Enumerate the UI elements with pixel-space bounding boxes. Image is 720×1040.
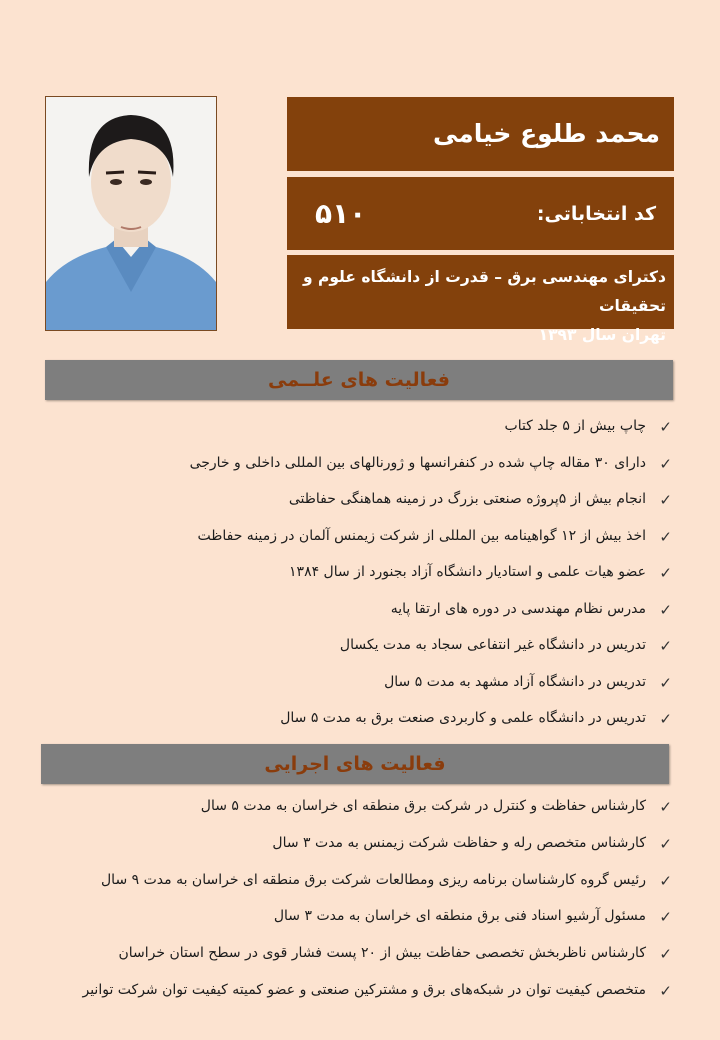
executive-activities-heading: فعالیت های اجرایی — [41, 744, 669, 784]
executive-activities-list — [82, 798, 672, 1019]
list-item — [82, 908, 672, 945]
list-item-text: رئیس گروه کارشناسان برنامه ریزی ومطالعات شرکت برق منطقه ای خراسان به مدت ۹ سال — [101, 871, 646, 888]
checkmark-icon: ✓ — [659, 600, 672, 619]
list-item — [82, 982, 672, 1019]
list-item — [190, 455, 672, 492]
list-item — [82, 945, 672, 982]
list-item — [190, 674, 672, 711]
list-item-text: کارشناس متخصص رله و حفاظت شرکت زیمنس به مدت ۳ سال — [272, 834, 646, 851]
checkmark-icon: ✓ — [659, 871, 672, 890]
list-item — [190, 418, 672, 455]
list-item-text: کارشناس ناظربخش تخصصی حفاظت بیش از ۲۰ پست فشار قوی در سطح استان خراسان — [118, 945, 646, 962]
degree-line-1: دکترای مهندسی برق – قدرت از دانشگاه علوم و تحقیقات — [302, 268, 666, 315]
list-item-text: اخذ بیش از ۱۲ گواهینامه بین المللی از شرکت زیمنس آلمان در زمینه حفاظت — [197, 527, 646, 544]
list-item — [190, 564, 672, 601]
election-code-label: کد انتخاباتی: — [536, 203, 656, 225]
degree-box — [287, 255, 674, 344]
checkmark-icon: ✓ — [659, 798, 672, 816]
list-item-text: کارشناس حفاظت و کنترل در شرکت برق منطقه ای خراسان به مدت ۵ سال — [200, 798, 646, 814]
degree-line-2: تهران سال ۱۳۹۳ — [538, 326, 666, 344]
list-item — [190, 637, 672, 674]
checkmark-icon: ✓ — [659, 527, 672, 546]
election-code-value: ۵۱۰ — [315, 197, 367, 230]
name-box — [287, 97, 674, 171]
checkmark-icon: ✓ — [659, 710, 672, 728]
list-item — [82, 872, 672, 909]
list-item-text: دارای ۳۰ مقاله چاپ شده در کنفرانسها و ژورنالهای بین المللی داخلی و خارجی — [189, 454, 646, 471]
list-item — [82, 798, 672, 835]
list-item-text: تدریس در دانشگاه علمی و کاربردی صنعت برق به مدت ۵ سال — [280, 710, 646, 726]
scientific-activities-heading: فعالیت های علــمی — [45, 360, 673, 400]
candidate-photo — [45, 96, 217, 331]
checkmark-icon: ✓ — [659, 834, 672, 853]
list-item — [190, 601, 672, 638]
checkmark-icon: ✓ — [659, 673, 672, 692]
checkmark-icon: ✓ — [659, 454, 672, 473]
checkmark-icon: ✓ — [659, 418, 672, 436]
list-item-text: تدریس در دانشگاه غیر انتفاعی سجاد به مدت یکسال — [339, 637, 646, 653]
checkmark-icon: ✓ — [659, 908, 672, 927]
list-item — [82, 835, 672, 872]
list-item-text: تدریس در دانشگاه آزاد مشهد به مدت ۵ سال — [384, 673, 646, 690]
scientific-activities-list — [190, 418, 672, 747]
list-item-text: مسئول آرشیو اسناد فنی برق منطقه ای خراسان به مدت ۳ سال — [273, 908, 646, 925]
checkmark-icon: ✓ — [659, 981, 672, 1000]
candidate-name: محمد طلوع خیامی — [433, 119, 660, 148]
list-item — [190, 528, 672, 565]
checkmark-icon: ✓ — [659, 945, 672, 964]
list-item-text: مدرس نظام مهندسی در دوره های ارتقا پایه — [390, 600, 646, 617]
list-item-text: متخصص کیفیت توان در شبکه‌های برق و مشترکین صنعتی و عضو کمیته کیفیت توان شرکت توانیر — [82, 981, 646, 998]
checkmark-icon: ✓ — [659, 564, 672, 582]
list-item-text: چاپ بیش از ۵ جلد کتاب — [504, 418, 646, 434]
list-item — [190, 491, 672, 528]
list-item-text: عضو هیات علمی و استادیار دانشگاه آزاد بجنورد از سال ۱۳۸۴ — [289, 564, 646, 580]
list-item-text: انجام بیش از ۵پروژه صنعتی بزرگ در زمینه هماهنگی حفاظتی — [288, 491, 646, 507]
checkmark-icon: ✓ — [659, 491, 672, 509]
election-code-box — [287, 177, 674, 250]
checkmark-icon: ✓ — [659, 637, 672, 655]
list-item — [190, 710, 672, 747]
